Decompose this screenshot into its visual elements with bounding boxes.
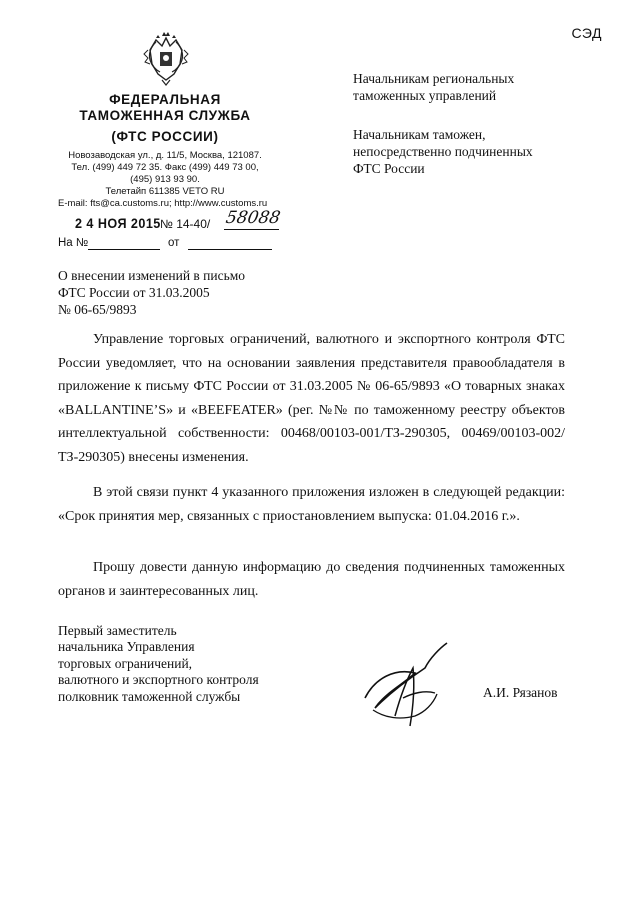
- teletype-line: Телетайп 611385 VETO RU: [105, 186, 225, 197]
- handwritten-signature: [355, 638, 465, 738]
- sed-marker: СЭД: [571, 25, 602, 41]
- email-line: E-mail: fts@ca.customs.ru; http://www.customs.ru: [58, 198, 268, 209]
- addressee-line: непосредственно подчиненных: [353, 144, 533, 159]
- position-line: полковник таможенной службы: [58, 688, 241, 704]
- outgoing-number-handwritten: 58088: [224, 208, 282, 228]
- agency-short-name: (ФТС РОССИИ): [111, 129, 219, 144]
- subject-line: № 06-65/9893: [58, 302, 137, 317]
- date-stamp: 2 4 НОЯ 2015: [75, 215, 161, 231]
- agency-name-line1: ФЕДЕРАЛЬНАЯ: [109, 92, 221, 107]
- number-underline: [224, 229, 279, 230]
- agency-name-line2: ТАМОЖЕННАЯ СЛУЖБА: [79, 108, 251, 123]
- signer-position: [58, 623, 318, 705]
- addressee-line: таможенных управлений: [353, 88, 497, 103]
- reply-to-number-label: На №: [58, 237, 89, 249]
- addressee-line: ФТС России: [353, 161, 425, 176]
- body-paragraph-1: Управление торговых ограничений, валютного и экспортного контроля ФТС России уведомляет, что на основании заявления представителя правообладателя в приложение к письму ФТС России от 31.03.2005 № 06-65/9893 «О товарных знаках «BALLANTINE’S» и «BEEFEATER» (рег. №№ по таможенному реестру объектов интеллектуальной собственности: 00468/00103-001/ТЗ-290305, 00469/00103-002/ТЗ-290305) внесены изменения.: [58, 332, 565, 465]
- coat-of-arms-icon: [142, 30, 190, 86]
- subject-line: О внесении изменений в письмо: [58, 268, 246, 283]
- signer-name: А.И. Рязанов: [483, 685, 558, 700]
- body-paragraph-3: Прошу довести данную информацию до сведения подчиненных таможенных органов и заинтересованных лиц.: [58, 560, 565, 599]
- subject-block: [58, 267, 318, 318]
- phone-line: Тел. (499) 449 72 35. Факс (499) 449 73 00,: [71, 162, 259, 173]
- reply-date-blank: [188, 249, 272, 250]
- address-line: Новозаводская ул., д. 11/5, Москва, 121087.: [68, 150, 262, 161]
- phone-line-2: (495) 913 93 90.: [130, 174, 200, 185]
- subject-line: ФТС России от 31.03.2005: [58, 285, 210, 300]
- reply-date-label: от: [168, 237, 180, 249]
- position-line: валютного и экспортного контроля: [58, 672, 259, 688]
- addressee-line: Начальникам региональных: [353, 71, 515, 86]
- body-paragraph-2: В этой связи пункт 4 указанного приложения изложен в следующей редакции: «Срок принятия мер, связанных с приостановлением выпуска: 01.04.2016 г.».: [58, 485, 565, 524]
- reply-number-blank: [88, 249, 160, 250]
- position-line: начальника Управления: [58, 639, 195, 655]
- position-line: торговых ограничений,: [58, 655, 193, 671]
- addressee-customs: [353, 126, 613, 177]
- addressee-regional: [353, 70, 613, 104]
- position-line: Первый заместитель: [58, 623, 177, 638]
- addressee-line: Начальникам таможен,: [353, 127, 486, 142]
- outgoing-number-label: № 14-40/: [160, 217, 211, 231]
